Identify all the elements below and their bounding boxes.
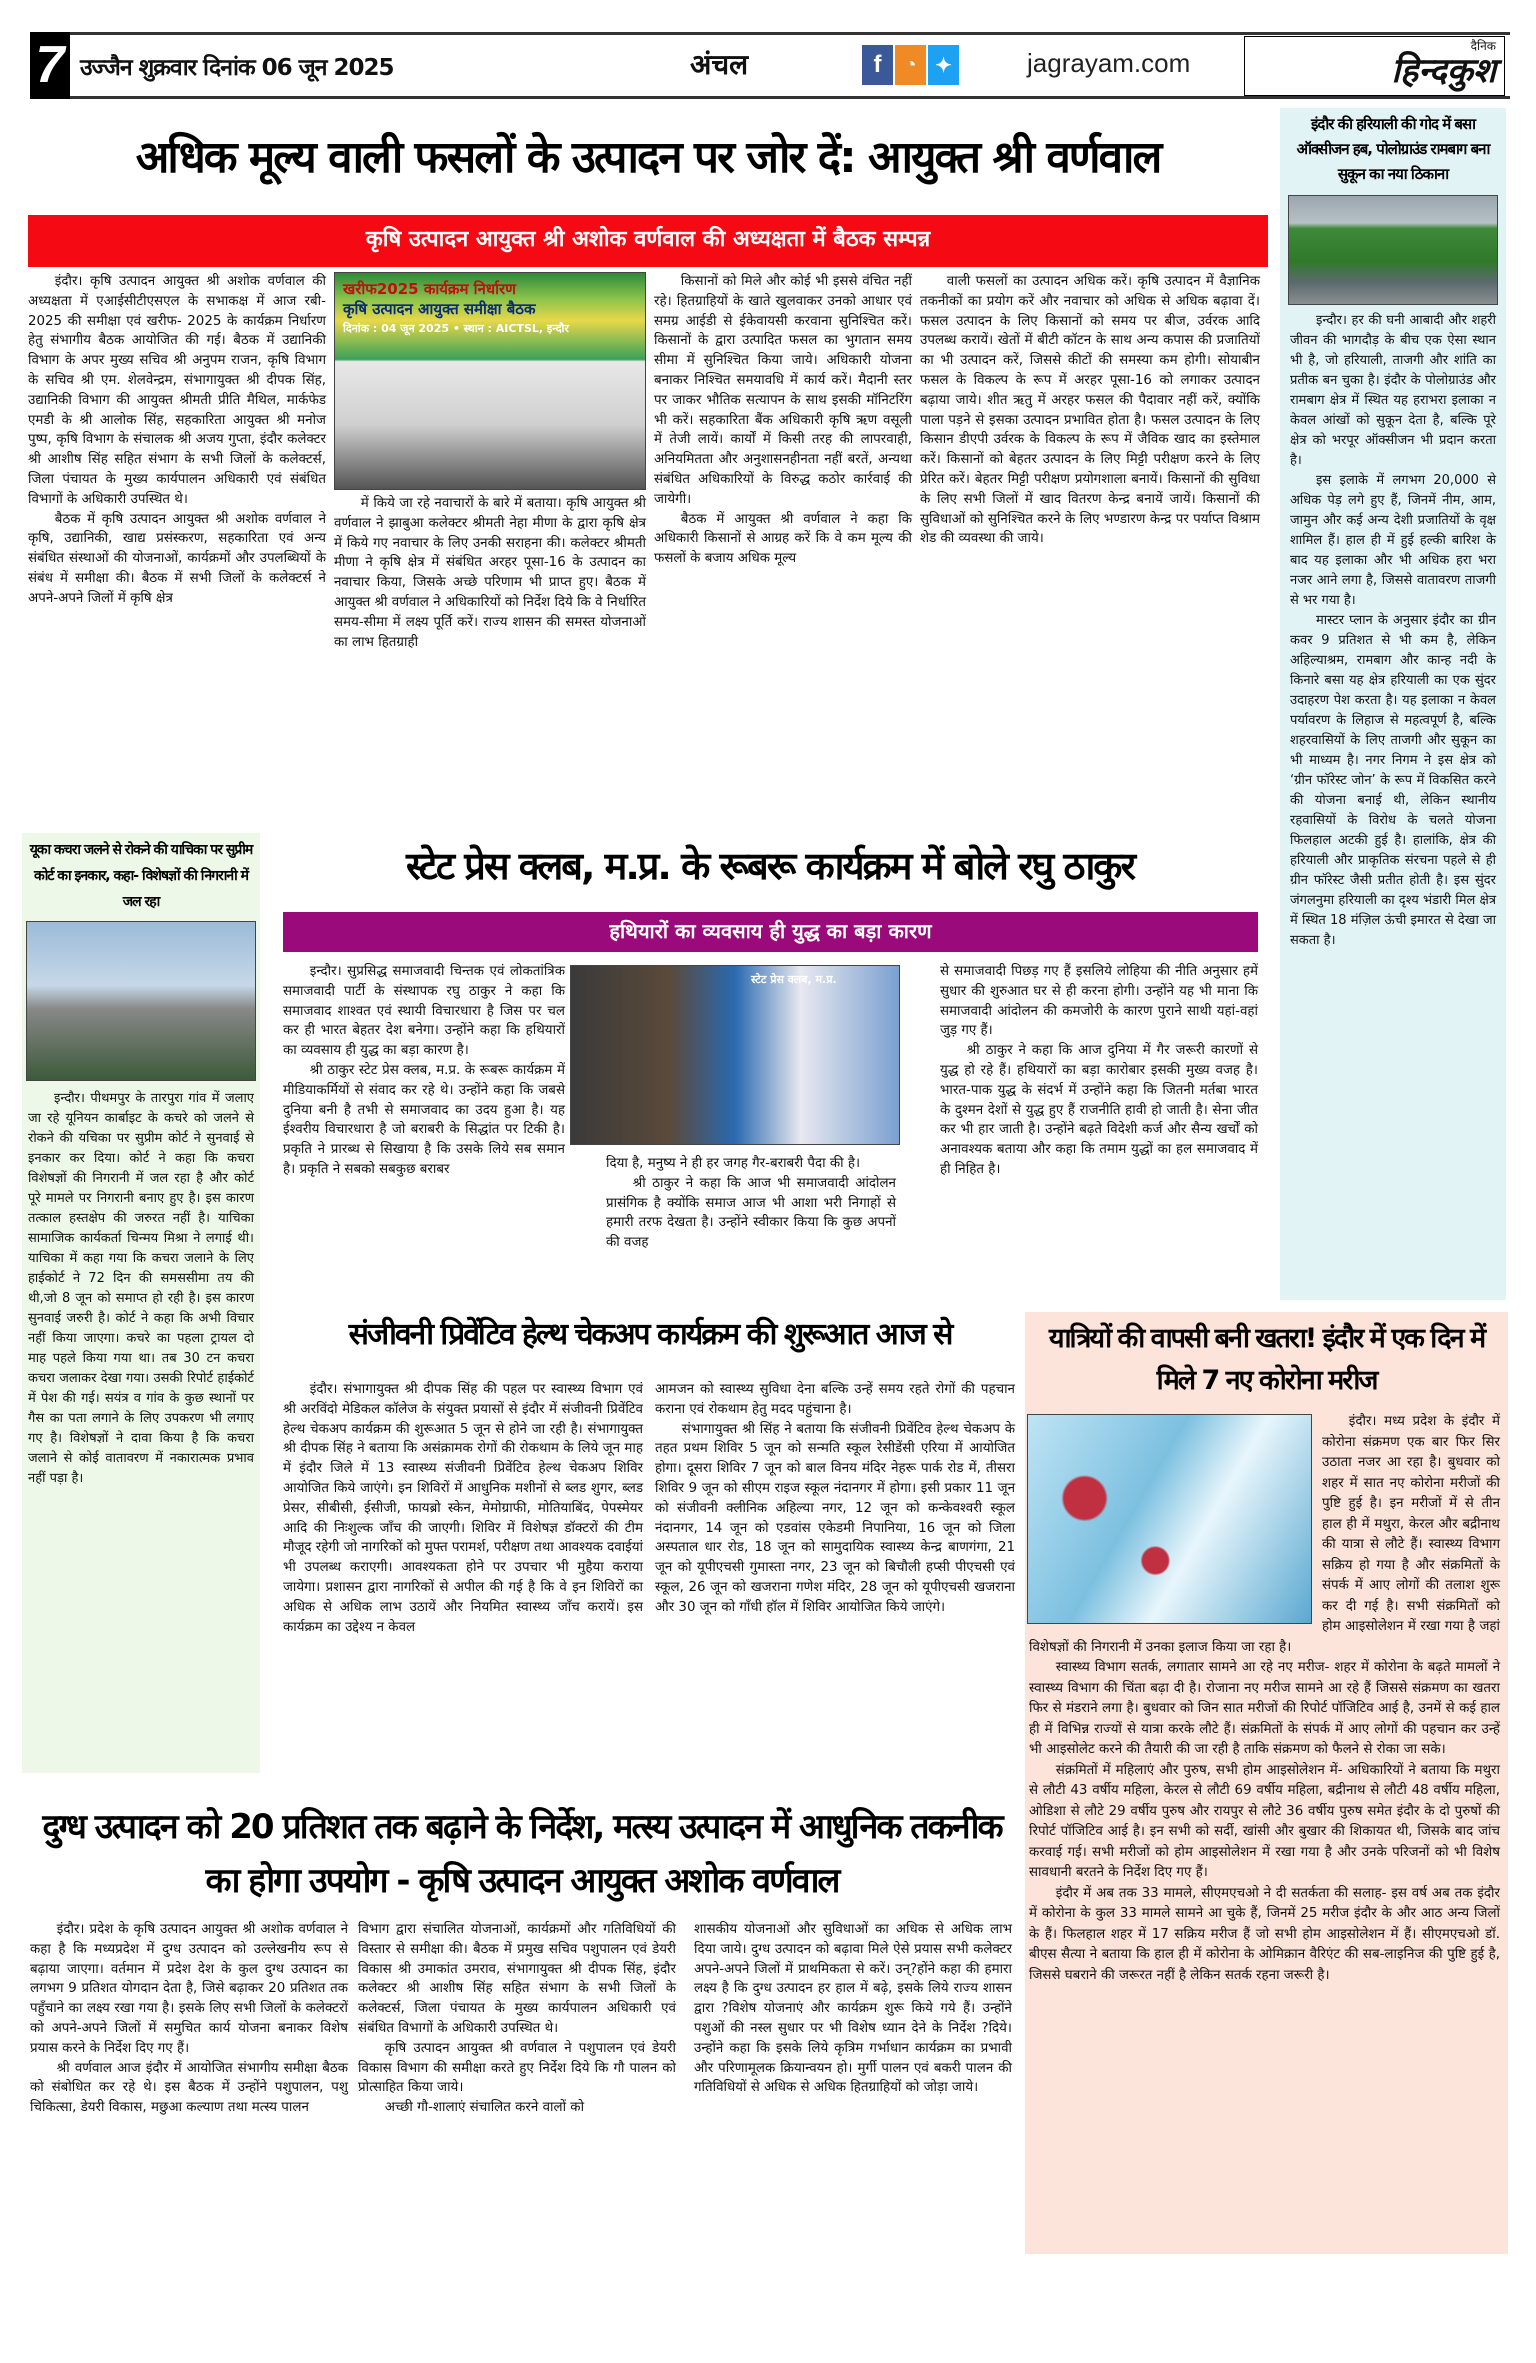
article5-col3 xyxy=(694,1920,1012,2098)
article3-col1 xyxy=(283,1380,643,1637)
article1-col2 xyxy=(334,494,646,652)
paragraph: इन्दौर। हर की घनी आबादी और शहरी जीवन की भागदौड़ के बीच एक ऐसा स्थान भी है, जो हरियाली, ताजगी और शांति का प्रतीक बन चुका है। इंदौर के पोलोग्राउंड और रामबाग क्षेत्र में स्थित यह हराभरा इलाका न केवल आंखों को सुकून देता है, बल्कि पूरे क्षेत्र को भरपूर ऑक्सीजन भी प्रदान करता है। xyxy=(1290,313,1496,468)
logo-small: दैनिक xyxy=(1470,39,1496,53)
article2-col3 xyxy=(940,962,1258,1180)
paragraph: आमजन को स्वास्थ्य सुविधा देना बल्कि उन्हें समय रहते रोगों की पहचान कराना एवं रोकथाम हेतु मदद पहुंचाना है। xyxy=(655,1382,1015,1417)
social-icons xyxy=(862,45,959,85)
article4-headline: यात्रियों की वापसी बनी खतरा! इंदौर में एक दिन में मिले 7 नए कोरोना मरीज xyxy=(1048,1323,1485,1396)
paragraph: शासकीय योजनाओं और सुविधाओं का अधिक से अधिक लाभ दिया जाये। दुग्ध उत्पादन को बढ़ावा मिले ऐसे प्रयास सभी कलेक्टर अपने-अपने जिलों में प्राथमिकता से करें। उन्?होंने कहा की हमारा लक्ष्य है कि दुग्ध उत्पादन हर हाल में बढ़े, इसके लिये राज्य शासन द्वारा ?विशेष योजनाएं और कार्यक्रम शुरू किये गये हैं। उन्होंने पशुओं की नस्ल सुधार पर भी विशेष ध्यान देने के निर्देश ?दिये। उन्होंने कहा कि इसके लिये कृत्रिम गर्भाधान कार्यक्रम का प्रभावी और परिणामूलक क्रियान्वयन हो। मुर्गी पालन एवं बकरी पालन की गतिविधियों से अधिक से अधिक हितग्राहियों को जोड़ा जाये। xyxy=(694,1922,1012,2096)
paragraph: किसानों को मिले और कोई भी इससे वंचित नहीं रहे। हितग्राहियों के खाते खुलवाकर उनको आधार एवं समग्र आईडी से ईकेवायसी करवाना सुनिश्चित करें। किसानों के द्वारा उत्पादित फसल का भुगतान समय सीमा में सुनिश्चित किया जाये। अधिकारी योजना बनाकर निश्चित समयावधि में कार्य करें। मैदानी स्तर पर जाकर भौतिक सत्यापन के साथ इसकी मॉनिटरिंग भी करें। सहकारिता बैंक अधिकारी कृषि ऋण वसूली में तेजी लायें। कार्यों में किसी तरह की लापरवाही, अनियमितता और अनुशासनहीनता नहीं बरतें, अन्यथा संबंधित अधिकारियों के विरुद्ध कठोर कार्रवाई की जायेगी। xyxy=(654,274,912,507)
paragraph: इंदौर। संभागायुक्त श्री दीपक सिंह की पहल पर स्वास्थ्य विभाग एवं श्री अरविंदो मेडिकल कॉलेज के संयुक्त प्रयासों से इंदौर में संजीवनी प्रिवेंटिव हेल्थ चेकअप कार्यक्रम की शुरूआत 5 जून से होने जा रही है। संभागायुक्त श्री दीपक सिंह ने बताया कि असंक्रामक रोगों की रोकथाम के लिये जून माह में इंदौर जिले में 13 स्वास्थ्य संजीवनी प्रिवेंटिव हेल्थ चेकअप शिविर आयोजित किये जाएंगे। इन शिविरों में आधुनिक मशीनों से ब्लड शुगर, ब्लड प्रेसर, सीबीसी, ईसीजी, फायब्रो स्केन, मेमोग्राफी, मोतियाबिंद, पेपस्मेयर आदि की निःशुल्क जाँच की जाएगी। शिविर में विशेषज्ञ डॉक्टरों की टीम मौजूद रहेगी जो नागरिकों को मुफ्त परामर्श, परीक्षण तथा आवश्यक दवाईयां भी उपलब्ध कराएगी। आवश्यकता होने पर उपचार भी मुहैया कराया जायेगा। प्रशासन द्वारा नागरिकों से अपील की गई है कि वे इन शिविरों का अधिक से अधिक लाभ उठायें और नियमित स्वास्थ्य जाँच करायें। इस कार्यक्रम का उद्देश्य न केवल xyxy=(283,1382,643,1635)
sidebar-green-story xyxy=(1280,108,1506,1300)
paragraph: श्री ठाकुर ने कहा कि आज भी समाजवादी आंदोलन प्रासंगिक है क्योंकि समाज आज भी आशा भरी निगाहों से हमारी तरफ देखता है। उन्होंने स्वीकार किया कि कुछ अपनों की वजह xyxy=(606,1175,896,1251)
press-club-photo xyxy=(570,965,900,1145)
paragraph: संभागायुक्त श्री सिंह ने बताया कि संजीवनी प्रिवेंटिव हेल्थ चेकअप के तहत प्रथम शिविर 5 जून को सन्मति स्कूल रेसीडेंसी एरिया में आयोजित होगा। दूसरा शिविर 7 जून को बाल विनय मंदिर नेहरू पार्क रोड में, तीसरा शिविर 9 जून को सीएम राइज स्कूल नंदानगर में होगा। इसी प्रकार 11 जून को संजीवनी क्लीनिक अहिल्या नगर, 12 जून को कन्केवश्वरी स्कूल नंदानगर, 14 जून को एडवांस एकेडमी निपानिया, 16 जून को जिला अस्पताल धार रोड, 18 जून को सामुदायिक स्वास्थ्य केन्द्र बाणगंगा, 21 जून को यूपीएचसी गुमास्ता नगर, 23 जून को बिचौली हप्सी पीएचसी एवं स्कूल, 26 जून को खजराना गणेश मंदिर, 28 जून को यूपीएचसी खजराना और 30 जून को गाँधी हॉल में शिविर आयोजित किये जाएंगे। xyxy=(655,1421,1015,1615)
paragraph: विभाग द्वारा संचालित योजनाओं, कार्यक्रमों और गतिविधियों की विस्तार से समीक्षा की। बैठक में प्रमुख सचिव पशुपालन एवं डेयरी विकास श्री उमाकांत उमराव, संभागायुक्त श्री दीपक सिंह, इंदौर कलेक्टर श्री आशीष सिंह सहित संभाग के सभी जिलों के कलेक्टर्स, जिला पंचायत के मुख्य कार्यपालन अधिकारी एवं संबंधित विभागों के अधिकारी उपस्थित थे। xyxy=(358,1922,676,2036)
article2-col1 xyxy=(283,962,565,1180)
article2-col2 xyxy=(606,1154,896,1253)
rss-icon[interactable]: ◔ xyxy=(895,45,926,85)
article5-col2 xyxy=(358,1920,676,2118)
paragraph: इंदौर। प्रदेश के कृषि उत्पादन आयुक्त श्री अशोक वर्णवाल ने कहा है कि मध्यप्रदेश में दुग्ध उत्पादन को उल्लेखनीय रूप से बढ़ाया जाएगा। वर्तमान में प्रदेश देश के कुल दुग्ध उत्पादन का लगभग 9 प्रतिशत योगदान देता है, जिसे बढ़ाकर 20 प्रतिशत तक पहुँचाने का लक्ष्य रखा गया है। इसके लिए सभी जिलों के कलेक्टरों को अपने-अपने जिलों में समुचित कार्य योजना बनाकर विशेष प्रयास करने के निर्देश दिए गए हैं। xyxy=(30,1922,348,2056)
site-url[interactable]: jagrayam.com xyxy=(1027,48,1191,78)
paragraph: कृषि उत्पादन आयुक्त श्री वर्णवाल ने पशुपालन एवं डेयरी विकास विभाग की समीक्षा करते हुए निर्देश दिये कि गौ पालन को प्रोत्साहित किया जाये। xyxy=(358,2040,676,2096)
sidebar-green-body xyxy=(1280,305,1506,957)
paragraph: संक्रमितों में महिलाएं और पुरुष, सभी होम आइसोलेशन में- अधिकारियों ने बताया कि मथुरा से लौटी 43 वर्षीय महिला, केरल से लौटी 69 वर्षीय महिला, बद्रीनाथ से लौटी 48 वर्षीय महिला, ओडिशा से लौटे 29 वर्षीय पुरुष और रायपुर से लौटे 36 वर्षीय पुरुष समेत इंदौर के दो पुरुषों की रिपोर्ट पॉजिटिव आई है। इन सभी को सर्दी, खांसी और बुखार की शिकायत थी, जिसके बाद जांच करवाई गई। सभी मरीजों को होम आइसोलेशन में रखा गया है और उनके परिजनों को भी विशेष सावधानी बरतने के निर्देश दिए गए हैं। xyxy=(1029,1762,1500,1880)
facebook-icon[interactable]: f xyxy=(862,45,893,85)
article1-col1 xyxy=(28,272,326,609)
paragraph: बैठक में कृषि उत्पादन आयुक्त श्री अशोक वर्णवाल ने कृषि, उद्यानिकी, खाद्य प्रसंस्करण, सहकारिता एवं अन्य संबंधित संस्थाओं की योजनाओं, कार्यक्रमों और उपलब्धियों के संबंध में समीक्षा की। बैठक में सभी जिलों के कलेक्टर्स ने अपने-अपने जिलों में कृषि क्षेत्र xyxy=(28,511,326,606)
greenery-photo xyxy=(1288,195,1498,305)
article5-headline: दुग्ध उत्पादन को 20 प्रतिशत तक बढ़ाने के निर्देश, मत्स्य उत्पादन में आधुनिक तकनीक का होगा उपयोग - कृषि उत्पादन आयुक्त अशोक वर्णवाल xyxy=(42,1807,1002,1901)
paragraph: इन्दौर। सुप्रसिद्ध समाजवादी चिन्तक एवं लोकतांत्रिक समाजवादी पार्टी के संस्थापक रघु ठाकुर ने कहा कि समाजवाद शाश्वत एवं स्थायी विचारधारा है जिस पर चल कर ही भारत बेहतर देश बनेगा। उन्होंने कहा कि हथियारों का व्यवसाय ही युद्ध का बड़ा कारण है। xyxy=(283,964,565,1059)
paragraph: स्वास्थ्य विभाग सतर्क, लगातार सामने आ रहे नए मरीज- शहर में कोरोना के बढ़ते मामलों ने स्वास्थ्य विभाग की चिंता बढ़ा दी है। रोजाना नए मरीज सामने आ रहे हैं जिससे संक्रमण का खतरा फिर से मंडराने लगा है। बुधवार को जिन सात मरीजों की रिपोर्ट पॉजिटिव आई है, उनमें से कई हाल ही में विभिन्न राज्यों से यात्रा करके लौटे हैं। संक्रमितों के संपर्क में आए लोगों की पहचान कर उन्हें भी आइसोलेट करने की तैयारी की जा रही है ताकि संक्रमण को फैलने से रोका जा सके। xyxy=(1029,1660,1500,1757)
dateline: उज्जैन शुक्रवार दिनांक 06 जून 2025 xyxy=(80,55,394,81)
article3-col2 xyxy=(655,1380,1015,1618)
sidebar-left-title: यूका कचरा जलने से रोकने की याचिका पर सुप्रीम कोर्ट का इनकार, कहा- विशेषज्ञों की निगरानी में जल रहा xyxy=(29,842,253,910)
sidebar-left-body xyxy=(22,1083,260,1495)
paragraph: इंदौर में अब तक 33 मामले, सीएमएचओ ने दी सतर्कता की सलाह- इस वर्ष अब तक इंदौर में कोरोना के कुल 33 मामले सामने आ चुके हैं, जिनमें 25 मरीज इंदौर के और आठ अन्य जिलों के हैं। फिलहाल शहर में 17 सक्रिय मरीज हैं जो सभी होम आइसोलेशन में हैं। सीएमएचओ डॉ. बीएस सैत्या ने बताया कि हाल ही में कोरोना के ओमिक्रान वैरिएंट की सब-लाइनिज की पुष्टि हुई है, जिससे घबराने की जरूरत नहीं है लेकिन सतर्क रहना जरूरी है। xyxy=(1029,1885,1500,1983)
article1-col4 xyxy=(920,272,1260,549)
corona-photo xyxy=(1027,1414,1312,1624)
paragraph: श्री वर्णवाल आज इंदौर में आयोजित संभागीय समीक्षा बैठक को संबोधित कर रहे थे। इस बैठक में उन्होंने पशुपालन, पशु चिकित्सा, डेयरी विकास, मछुआ कल्याण तथा मत्स्य पालन xyxy=(30,2060,348,2116)
paragraph: इन्दौर। पीथमपुर के तारपुरा गांव में जलाए जा रहे यूनियन कार्बाइट के कचरे को जलने से रोकने की यचिका पर सुप्रीम कोर्ट ने सुनवाई से इनकार कर दिया। कोर्ट ने कहा कि कचरा विशेषज्ञों की निगरानी में जल रहा है और कोर्ट पूरे मामले पर निगरानी बनाए हुए है। इस कारण तत्काल हस्तक्षेप की जरुरत नहीं है। याचिका सामाजिक कार्यकर्ता चिन्मय मिश्रा ने लगाई थी। याचिका में कहा गया कि कचरा जलाने के लिए हाईकोर्ट ने 72 दिन की समससीमा तय की थी,जो 8 जून को समाप्त हो रही है। इस कारण सुनवाई जरुरी है। कोर्ट ने कहा कि अभी विचार नहीं किया जाएगा। कचरे का पहला ट्रायल दो माह पहले किया गया था। तब 30 टन कचरा कचरा जलाकर देखा गया। उसकी रिपोर्ट हाईकोर्ट में पेश की गई। सयंत्र व गांव के कुछ स्थानों पर गैस का पता लगाने के लिए उपकरण भी लगाए गए है। विशेषज्ञों ने दावा किया है कि कचरा जलाने से कोई वातावरण में नकारात्मक प्रभाव नहीं पड़ा है। xyxy=(28,1091,254,1486)
paragraph: इंदौर। मध्य प्रदेश के इंदौर में कोरोना संक्रमण एक बार फिर सिर उठाता नजर आ रहा है। बुधवार को शहर में सात नए कोरोना मरीजों की पुष्टि हुई है। इन मरीजों में से तीन हाल ही में मथुरा, केरल और बद्रीनाथ की यात्रा से लौटे हैं। स्वास्थ्य विभाग सक्रिय हो गया है और संक्रमितों के संपर्क में आए लोगों की तलाश शुरू कर दी गई है। सभी संक्रमितों को होम आइसोलेशन में रखा गया है जहां विशेषज्ञों की निगरानी में उनका इलाज किया जा रहा है। xyxy=(1029,1414,1500,1655)
paragraph: श्री ठाकुर ने कहा कि आज दुनिया में गैर जरूरी कारणों से युद्ध हो रहे हैं। हथियारों का बड़ा कारोबार इसकी मुख्य वजह है। भारत-पाक युद्ध के संदर्भ में उन्होंने कहा कि जितनी मर्तबा भारत के दुश्मन देशों से युद्ध हुए हैं राजनीति हावी हो जाती है। सेना जीत कर भी हार जाती है। उन्होंने बढ़ते विदेशी कर्ज और सैन्य खर्चों को अनावश्यक बताया और कहा कि तमाम युद्धों का हल समाजवाद में ही निहित है। xyxy=(940,1043,1258,1177)
article2-headline: स्टेट प्रेस क्लब, म.प्र. के रूबरू कार्यक्रम में बोले रघु ठाकुर xyxy=(405,844,1135,888)
banner-line: कृषि उत्पादन आयुक्त समीक्षा बैठक xyxy=(343,300,536,318)
meeting-photo xyxy=(334,272,646,490)
article5-col1 xyxy=(30,1920,348,2118)
factory-photo xyxy=(26,921,256,1081)
article1-col3 xyxy=(654,272,912,569)
article3-headline: संजीवनी प्रिवेंटिव हेल्थ चेकअप कार्यक्रम की शुरूआत आज से xyxy=(348,1317,952,1352)
twitter-icon[interactable]: ✦ xyxy=(928,45,959,85)
banner-line: दिनांक : 04 जून 2025 • स्थान : AICTSL, इन्दौर xyxy=(343,322,569,335)
paragraph: दिया है, मनुष्य ने ही हर जगह गैर-बराबरी पैदा की है। xyxy=(606,1156,861,1171)
paragraph: वाली फसलों का उत्पादन अधिक करें। कृषि उत्पादन में वैज्ञानिक तकनीकों का प्रयोग करें और नवाचार को अधिक से अधिक बढ़ावा दें। फसल उत्पादन के लिए किसानों को समय पर बीज, उर्वरक आदि उपलब्ध करायें। खेतों में बीटी कॉटन के साथ अन्य कपास की प्रजातियों का भी उत्पादन करें, जिससे कीटों की समस्या कम होगी। सोयाबीन फसल के विकल्प के रूप में अरहर पूसा-16 को लगाकर उत्पादन बढ़ाया जाये। शीत ऋतु में अरहर फसल की पैदावार नहीं करें, क्योंकि पाला पड़ने से इसका उत्पादन प्रभावित होता है। फसल उत्पादन के लिए किसान डीएपी उर्वरक के विकल्प के रूप में जैविक खाद का इस्तेमाल करें। किसानों को बेहतर उत्पादन के लिए मिट्टी परीक्षण करने के लिए प्रेरित करें। बेहतर मिट्टी परीक्षण प्रयोगशाला बनायें। किसानों की सुविधा के लिए सभी जिलों में खाद वितरण केन्द्र बनायें जायें। किसानों की सुविधाओं को सुनिश्चित करने के लिए भण्डारण केन्द्र पर पर्याप्त विश्राम शेड की व्यवस्था की जाये। xyxy=(920,274,1260,547)
sidebar-left-story xyxy=(22,833,260,1773)
paragraph: मास्टर प्लान के अनुसार इंदौर का ग्रीन कवर 9 प्रतिशत से भी कम है, लेकिन अहिल्याश्रम, रामबाग और कान्ह नदी के किनारे बसा यह क्षेत्र हरियाली का एक सुंदर उदाहरण पेश करता है। यह इलाका न केवल पर्यावरण के लिहाज से महत्वपूर्ण है, बल्कि शहरवासियों के लिए ताजगी और सुकून का भी माध्यम है। नगर निगम ने इस क्षेत्र को ‘ग्रीन फॉरेस्ट जोन’ के रूप में विकसित करने की योजना बनाई थी, लेकिन स्थानीय रहवासियों के विरोध के चलते योजना फिलहाल अटकी हुई है। हालांकि, क्षेत्र की हरियाली और प्राकृतिक संरचना पहले से ही ग्रीन फॉरेस्ट जैसी प्रतीत होती है। इस सुंदर जंगलनुमा हरियाली का दृश्य भंडारी मिल क्षेत्र में स्थित 18 मंज़िल ऊंची इमारत से देखा जा सकता है। xyxy=(1290,613,1496,948)
paragraph: में किये जा रहे नवाचारों के बारे में बताया। कृषि आयुक्त श्री वर्णवाल ने झाबुआ कलेक्टर श्रीमती नेहा मीणा के द्वारा कृषि क्षेत्र में किये गए नवाचार के लिए उनकी सराहना की। कलेक्टर श्रीमती मीणा ने कृषि क्षेत्र में संबंधित अरहर पूसा-16 के उत्पादन का नवाचार किया, जिसके अच्छे परिणाम भी प्राप्त हुए। बैठक में आयुक्त श्री वर्णवाल ने अधिकारियों को निर्देश दिये कि वे निर्धारित समय-सीमा में लक्ष्य पूर्ति करें। राज्य शासन की समस्त योजनाओं का लाभ हितग्राही xyxy=(334,496,646,650)
banner-line: खरीफ2025 कार्यक्रम निर्धारण xyxy=(343,280,516,298)
paragraph: श्री ठाकुर स्टेट प्रेस क्लब, म.प्र. के रूबरू कार्यक्रम में मीडियाकर्मियों से संवाद कर रहे थे। उन्होंने कहा कि जबसे दुनिया बनी है तभी से समाजवाद का उदय हुआ है। यह ईश्वरीय विचारधारा है जो बराबरी के सिद्धांत पर टिकी है। प्रकृति ने प्रारब्ध से सिखाया है कि उसके लिये सब समान है। प्रकृति ने सबको सबकुछ बराबर xyxy=(283,1062,565,1177)
paragraph: से समाजवादी पिछड़ गए हैं इसलिये लोहिया की नीति अनुसार हमें सुधार की शुरुआत घर से ही करना होगी। उन्होंने यह भी माना कि समाजवादी आंदोलन की कमजोरी के कारण पुराने साथी यहां-वहां जुड़ गए हैं। xyxy=(940,964,1258,1039)
article1-subhead: कृषि उत्पादन आयुक्त श्री अशोक वर्णवाल की अध्यक्षता में बैठक सम्पन्न xyxy=(28,215,1268,267)
photo-banner: स्टेट प्रेस क्लब, म.प्र. xyxy=(751,973,837,986)
paragraph: अच्छी गौ-शालाएं संचालित करने वालों को xyxy=(384,2100,585,2116)
sidebar-green-title: इंदौर की हरियाली की गोद में बसा ऑक्सीजन हब, पोलोग्राउंड रामबाग बना सुकून का नया ठिकाना xyxy=(1296,115,1490,183)
article2-subhead: हथियारों का व्यवसाय ही युद्ध का बड़ा कारण xyxy=(283,912,1258,952)
logo-name: हिन्दकुश xyxy=(1391,51,1496,91)
article1-headline: अधिक मूल्य वाली फसलों के उत्पादन पर जोर दें: आयुक्त श्री वर्णवाल xyxy=(135,132,1161,183)
page-number: 7 xyxy=(30,32,70,99)
section-name: अंचल xyxy=(690,48,749,81)
paragraph: बैठक में आयुक्त श्री वर्णवाल ने कहा कि अधिकारी किसानों से आग्रह करें कि वे कम मूल्य की फसलों के बजाय अधिक मूल्य xyxy=(654,511,912,567)
paragraph: इस इलाके में लगभग 20,000 से अधिक पेड़ लगे हुए हैं, जिनमें नीम, आम, जामुन और कई अन्य देशी प्रजातियों के वृक्ष शामिल हैं। हाल ही में हुई हल्की बारिश के बाद यह इलाका और भी अधिक हरा भरा नजर आने लगा है, जिससे वातावरण ताजगी से भर गया है। xyxy=(1290,473,1496,608)
newspaper-logo xyxy=(1244,36,1505,96)
paragraph: इंदौर। कृषि उत्पादन आयुक्त श्री अशोक वर्णवाल की अध्यक्षता में एआईसीटीएसएल के सभाकक्ष में आज रबी- 2025 की समीक्षा एवं खरीफ- 2025 के कार्यक्रम निर्धारण हेतु संभागीय बैठक आयोजित की गई। बैठक में उद्यानिकी विभाग के अपर मुख्य सचिव श्री अनुपम राजन, कृषि विभाग के सचिव श्री एम. शेलवेन्द्रम, संभागायुक्त श्री दीपक सिंह, उद्यानिकी विभाग की आयुक्त श्रीमती प्रीति मैथिल, मार्कफेड एमडी के श्री आलोक सिंह, सहकारिता आयुक्त श्री मनोज पुष्प, कृषि विभाग के संचालक श्री अजय गुप्ता, इंदौर कलेक्टर श्री आशीष सिंह सहित संभाग के सभी जिलों के कलेक्टर्स, जिला पंचायत के मुख्य कार्यपालन अधिकारी एवं संबंधित विभागों के अधिकारी उपस्थित थे। xyxy=(28,274,326,507)
article4-box xyxy=(1025,1312,1508,2254)
